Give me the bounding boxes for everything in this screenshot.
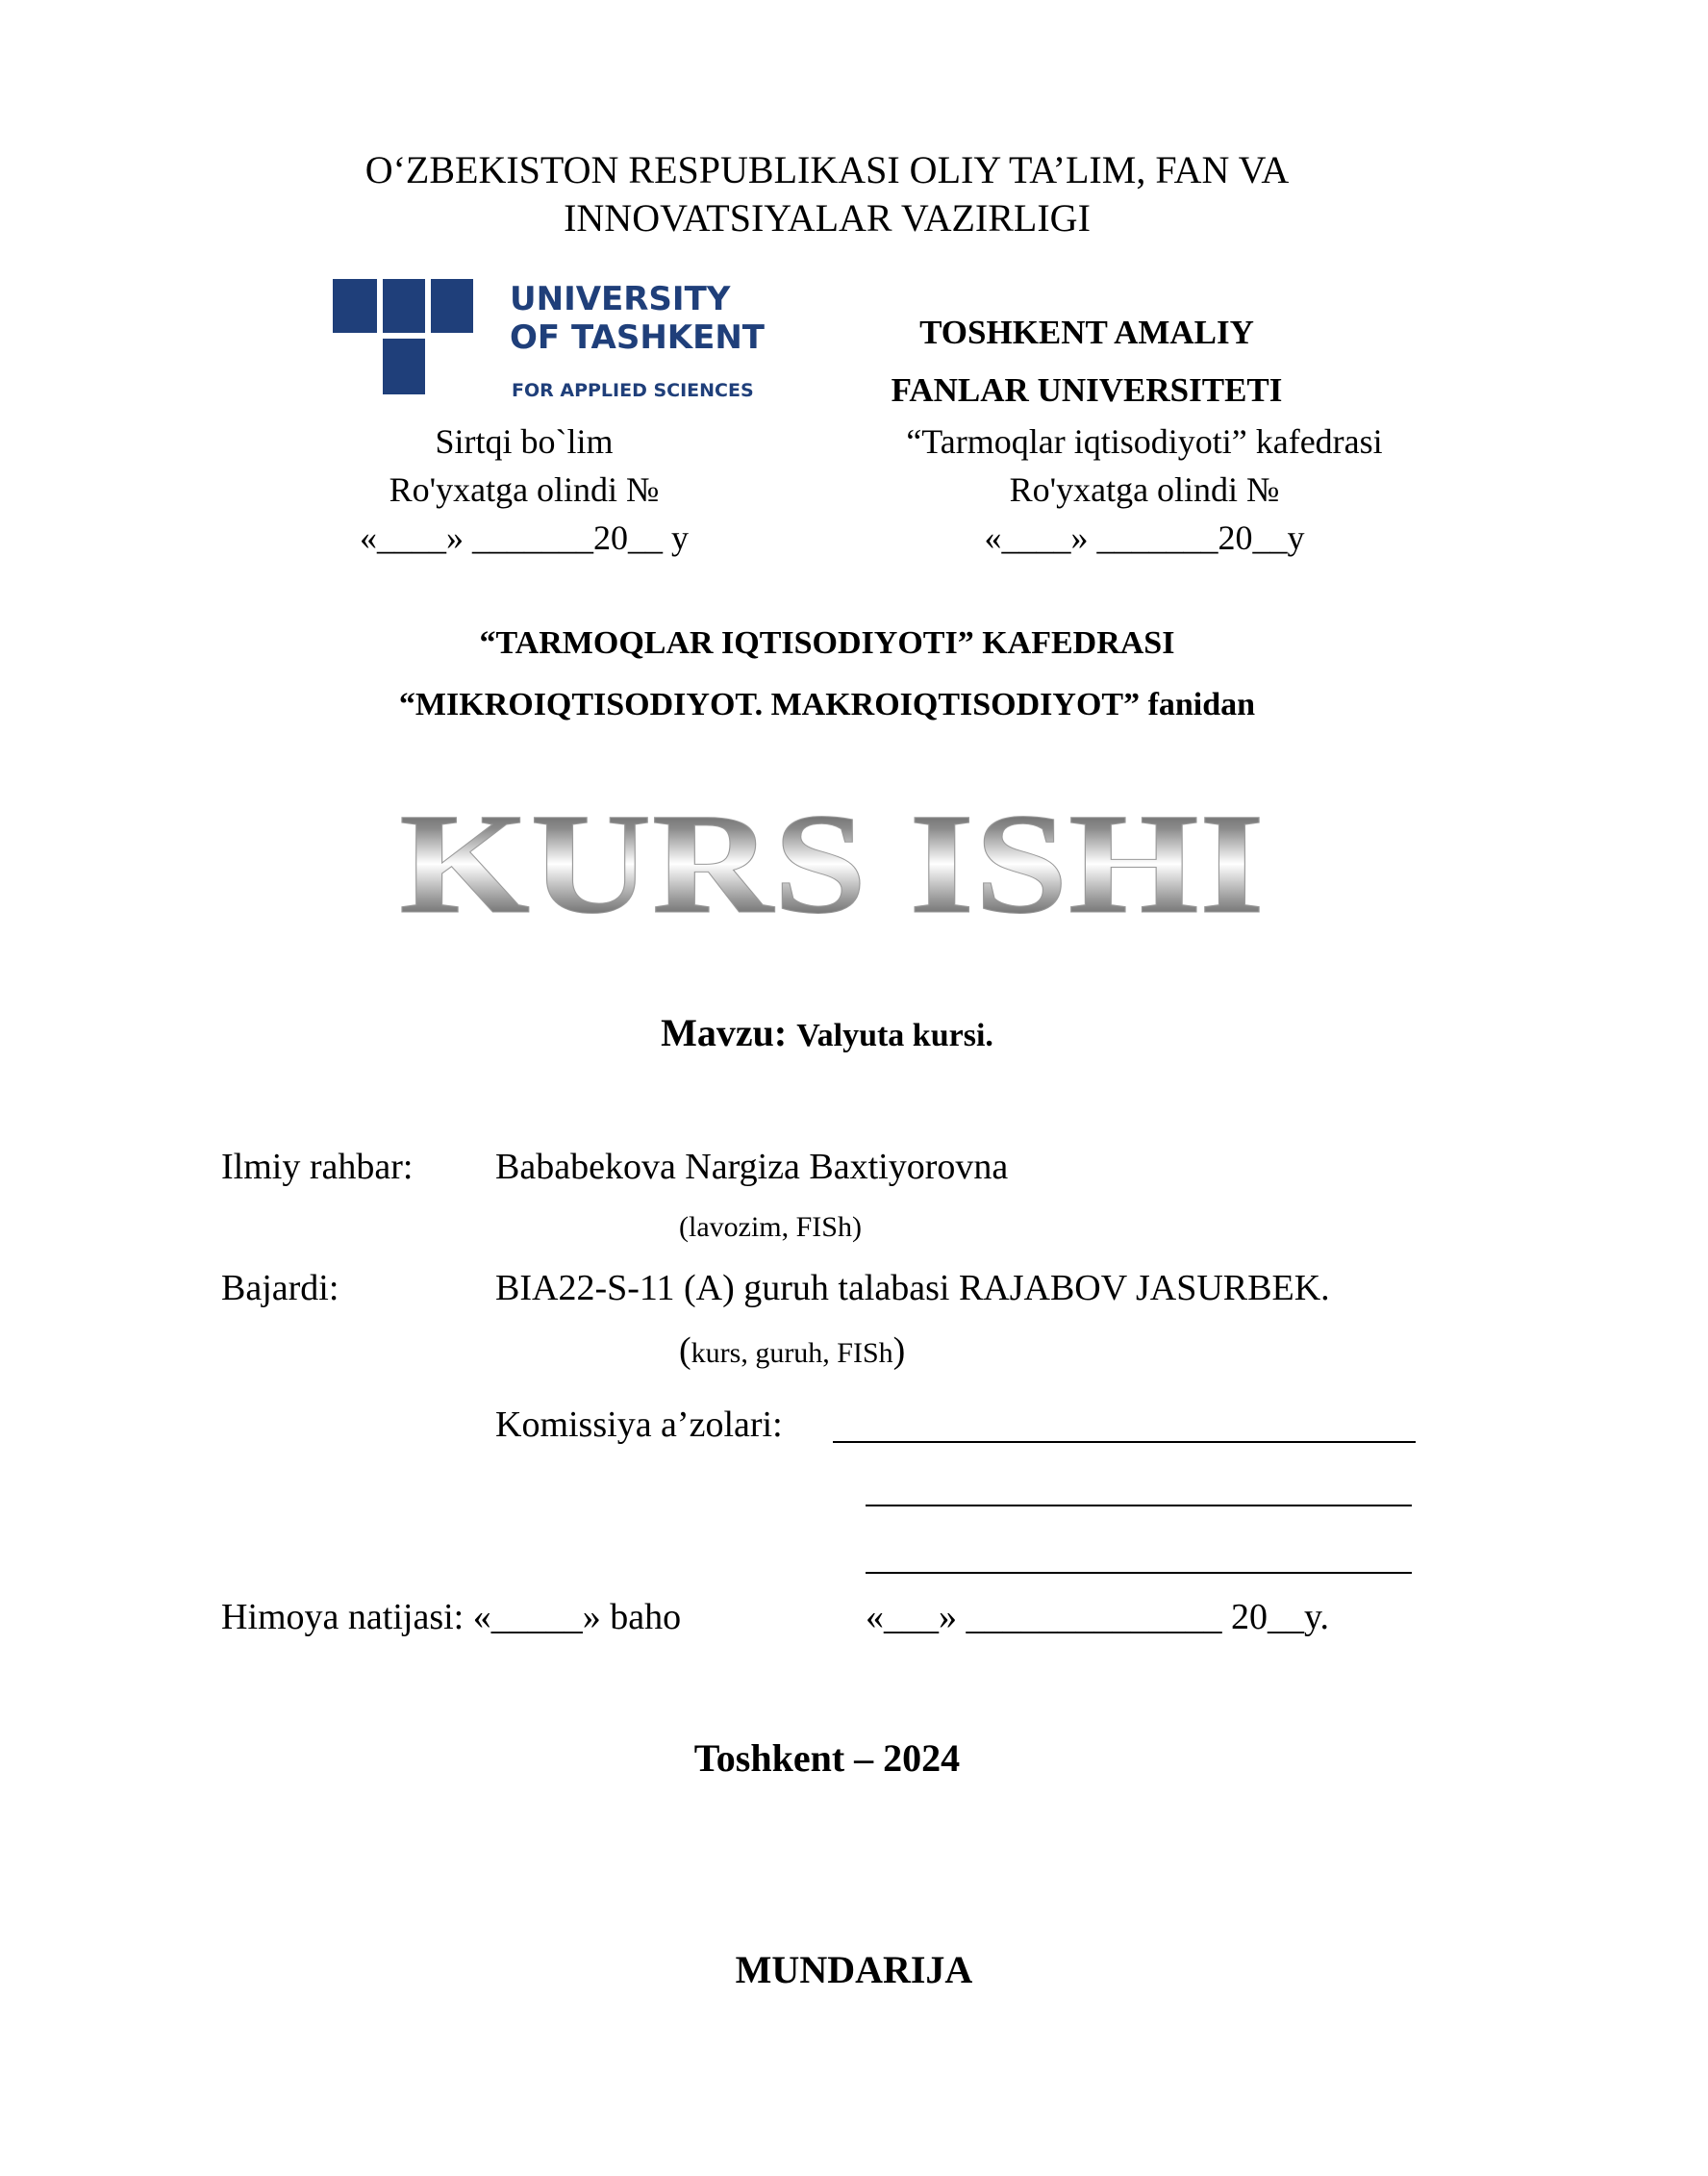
university-logo <box>331 275 765 408</box>
logo-blocks-icon <box>333 279 473 394</box>
right-registered-label: Ro'yxatga olindi № <box>1009 470 1280 509</box>
left-registered-label: Ro'yxatga olindi № <box>389 470 660 509</box>
contents-heading: MUNDARIJA <box>735 1948 973 1991</box>
performer-note <box>679 1331 905 1373</box>
commission-signature-line-2 <box>866 1505 1412 1506</box>
main-title-wordart <box>389 784 1274 944</box>
left-registration-date: «____» _______20__ y <box>360 519 689 557</box>
logo-text-line-1: UNIVERSITY <box>510 280 731 318</box>
performer-note-close: ) <box>892 1330 906 1371</box>
defense-date: «___» ______________ 20__y. <box>866 1597 1330 1637</box>
main-title-text: KURS ISHI <box>399 784 1265 944</box>
performer-label: Bajardi: <box>221 1268 339 1308</box>
topic-line <box>0 1004 1654 1065</box>
ministry-line-2: INNOVATSIYALAR VAZIRLIGI <box>564 196 1091 240</box>
logo-text-line-3: FOR APPLIED SCIENCES <box>512 380 754 401</box>
advisor-name: Bababekova Nargiza Baxtiyorovna <box>495 1147 1009 1187</box>
right-department: “Tarmoqlar iqtisodiyoti” kafedrasi <box>906 422 1383 461</box>
commission-signature-line-1 <box>833 1441 1416 1443</box>
topic-label: Mavzu: <box>661 1011 788 1054</box>
topic-value: Valyuta kursi. <box>796 1018 993 1053</box>
left-department: Sirtqi bo`lim <box>435 422 614 461</box>
advisor-label: Ilmiy rahbar: <box>221 1147 414 1187</box>
commission-label: Komissiya a’zolari: <box>495 1404 783 1445</box>
defense-result: Himoya natijasi: «_____» baho <box>221 1597 682 1637</box>
performer-note-text: kurs, guruh, FISh <box>691 1337 893 1369</box>
subject-title: “MIKROIQTISODIYOT. MAKROIQTISODIYOT” fanidan <box>398 687 1256 722</box>
left-registration-block <box>332 417 716 562</box>
university-name <box>846 304 1327 419</box>
kafedra-title: “TARMOQLAR IQTISODIYOTI” KAFEDRASI <box>479 625 1175 661</box>
right-registration-block <box>856 417 1433 562</box>
university-name-line-2: FANLAR UNIVERSITETI <box>891 371 1283 409</box>
city-year: Toshkent – 2024 <box>693 1736 961 1780</box>
university-name-line-1: TOSHKENT AMALIY <box>919 314 1254 351</box>
ministry-line-1: O‘ZBEKISTON RESPUBLIKASI OLIY TA’LIM, FAN VA <box>364 148 1290 191</box>
performer-value: BIA22-S-11 (A) guruh talabasi RAJABOV JASURBEK. <box>495 1268 1330 1308</box>
performer-note-open: ( <box>679 1330 691 1371</box>
logo-text-line-2: OF TASHKENT <box>510 318 765 357</box>
right-registration-date: «____» _______20__y <box>984 519 1305 557</box>
advisor-note: (lavozim, FISh) <box>679 1211 862 1243</box>
ministry-heading <box>0 146 1654 242</box>
commission-signature-line-3 <box>866 1572 1412 1574</box>
